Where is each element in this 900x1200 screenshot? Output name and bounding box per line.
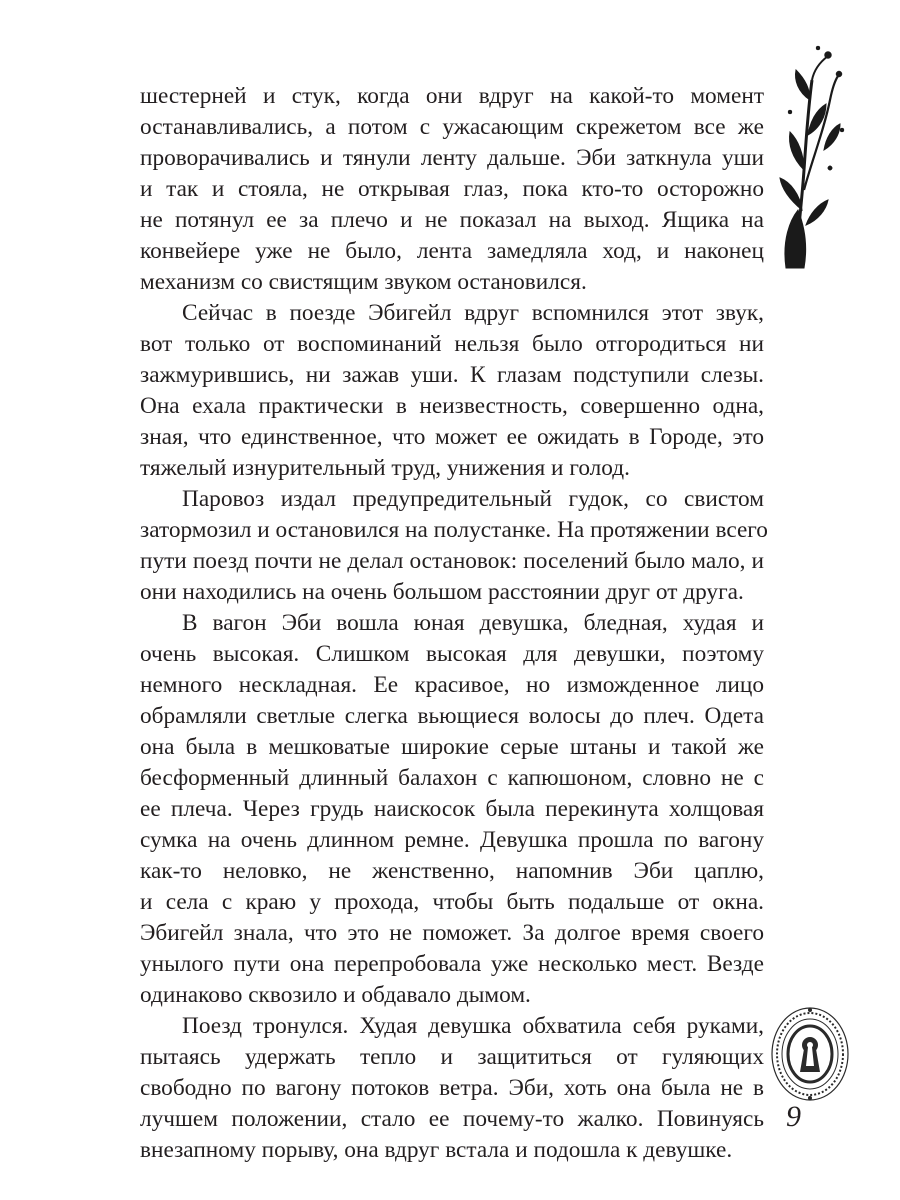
text-line: Эбигейл знала, что это не поможет. За долгое время своего [140, 920, 764, 946]
text-line: конвейере уже не было, лента замедляла ход, и наконец [140, 238, 764, 264]
text-line: очень высокая. Слишком высокая для девушки, поэтому [140, 641, 764, 667]
text-line: обрамляли светлые слегка вьющиеся волосы до плеч. Одета [140, 703, 764, 729]
text-line: немного нескладная. Ее красивое, но изможденное лицо [140, 672, 764, 698]
text-line: Сейчас в поезде Эбигейл вдруг вспомнился этот звук, [182, 300, 764, 326]
text-line: не потянул ее за плечо и не показал на выход. Ящика на [140, 207, 764, 233]
text-line: шестерней и стук, когда они вдруг на какой-то момент [140, 83, 764, 109]
text-line: как-то неловко, не женственно, напомнив Эби цаплю, [140, 858, 764, 884]
text-line: В вагон Эби вошла юная девушка, бледная, худая и [182, 610, 764, 636]
text-line: зажмурившись, ни зажав уши. К глазам подступили слезы. [140, 362, 764, 388]
plant-icon [768, 40, 848, 270]
keyhole-icon [767, 1002, 853, 1120]
text-line: Поезд тронулся. Худая девушка обхватила себя руками, [182, 1013, 764, 1039]
text-line: вот только от воспоминаний нельзя было отгородиться ни [140, 331, 764, 357]
text-line: сумка на очень длинном ремне. Девушка прошла по вагону [140, 827, 764, 853]
text-line: они находились на очень большом расстоянии друг от друга. [140, 579, 744, 605]
text-line: унылого пути она перепробовала уже несколько мест. Везде [140, 951, 764, 977]
text-line: внезапному порыву, она вдруг встала и подошла к девушке. [140, 1137, 733, 1163]
text-line: и села с краю у прохода, чтобы быть подальше от окна. [140, 889, 764, 915]
paragraph [140, 1011, 764, 1166]
text-line: пытаясь удержать тепло и защититься от гуляющих [140, 1044, 764, 1070]
paragraph [140, 298, 764, 484]
text-line: одинаково сквозило и обдавало дымом. [140, 982, 531, 1008]
paragraph [140, 81, 764, 298]
page-number: 9 [786, 1100, 801, 1133]
paragraph [140, 608, 764, 1011]
text-line: Паровоз издал предупредительный гудок, со свистом [182, 486, 764, 512]
text-line: проворачивались и тянули ленту дальше. Эби заткнула уши [140, 145, 764, 171]
text-line: затормозил и остановился на полустанке. На протяжении всего [140, 517, 768, 543]
text-line: лучшем положении, стало ее почему-то жалко. Повинуясь [140, 1106, 764, 1132]
text-line: и так и стояла, не открывая глаз, пока кто-то осторожно [140, 176, 764, 202]
text-line: тяжелый изнурительный труд, унижения и голод. [140, 455, 630, 481]
text-line: Она ехала практически в неизвестность, совершенно одна, [140, 393, 764, 419]
paragraph [140, 484, 768, 608]
text-line: свободно по вагону потоков ветра. Эби, хоть она была не в [140, 1075, 764, 1101]
text-line: останавливались, а потом с ужасающим скрежетом все же [140, 114, 764, 140]
text-line: механизм со свистящим звуком остановился. [140, 269, 587, 295]
text-line: она была в мешковатые широкие серые штаны и такой же [140, 734, 764, 760]
text-line: бесформенный длинный балахон с капюшоном, словно не с [140, 765, 764, 791]
text-line: зная, что единственное, что может ее ожидать в Городе, это [140, 424, 764, 450]
main-text [140, 81, 768, 1166]
text-line: пути поезд почти не делал остановок: поселений было мало, и [140, 548, 764, 574]
text-line: ее плеча. Через грудь наискосок была перекинута холщовая [140, 796, 764, 822]
